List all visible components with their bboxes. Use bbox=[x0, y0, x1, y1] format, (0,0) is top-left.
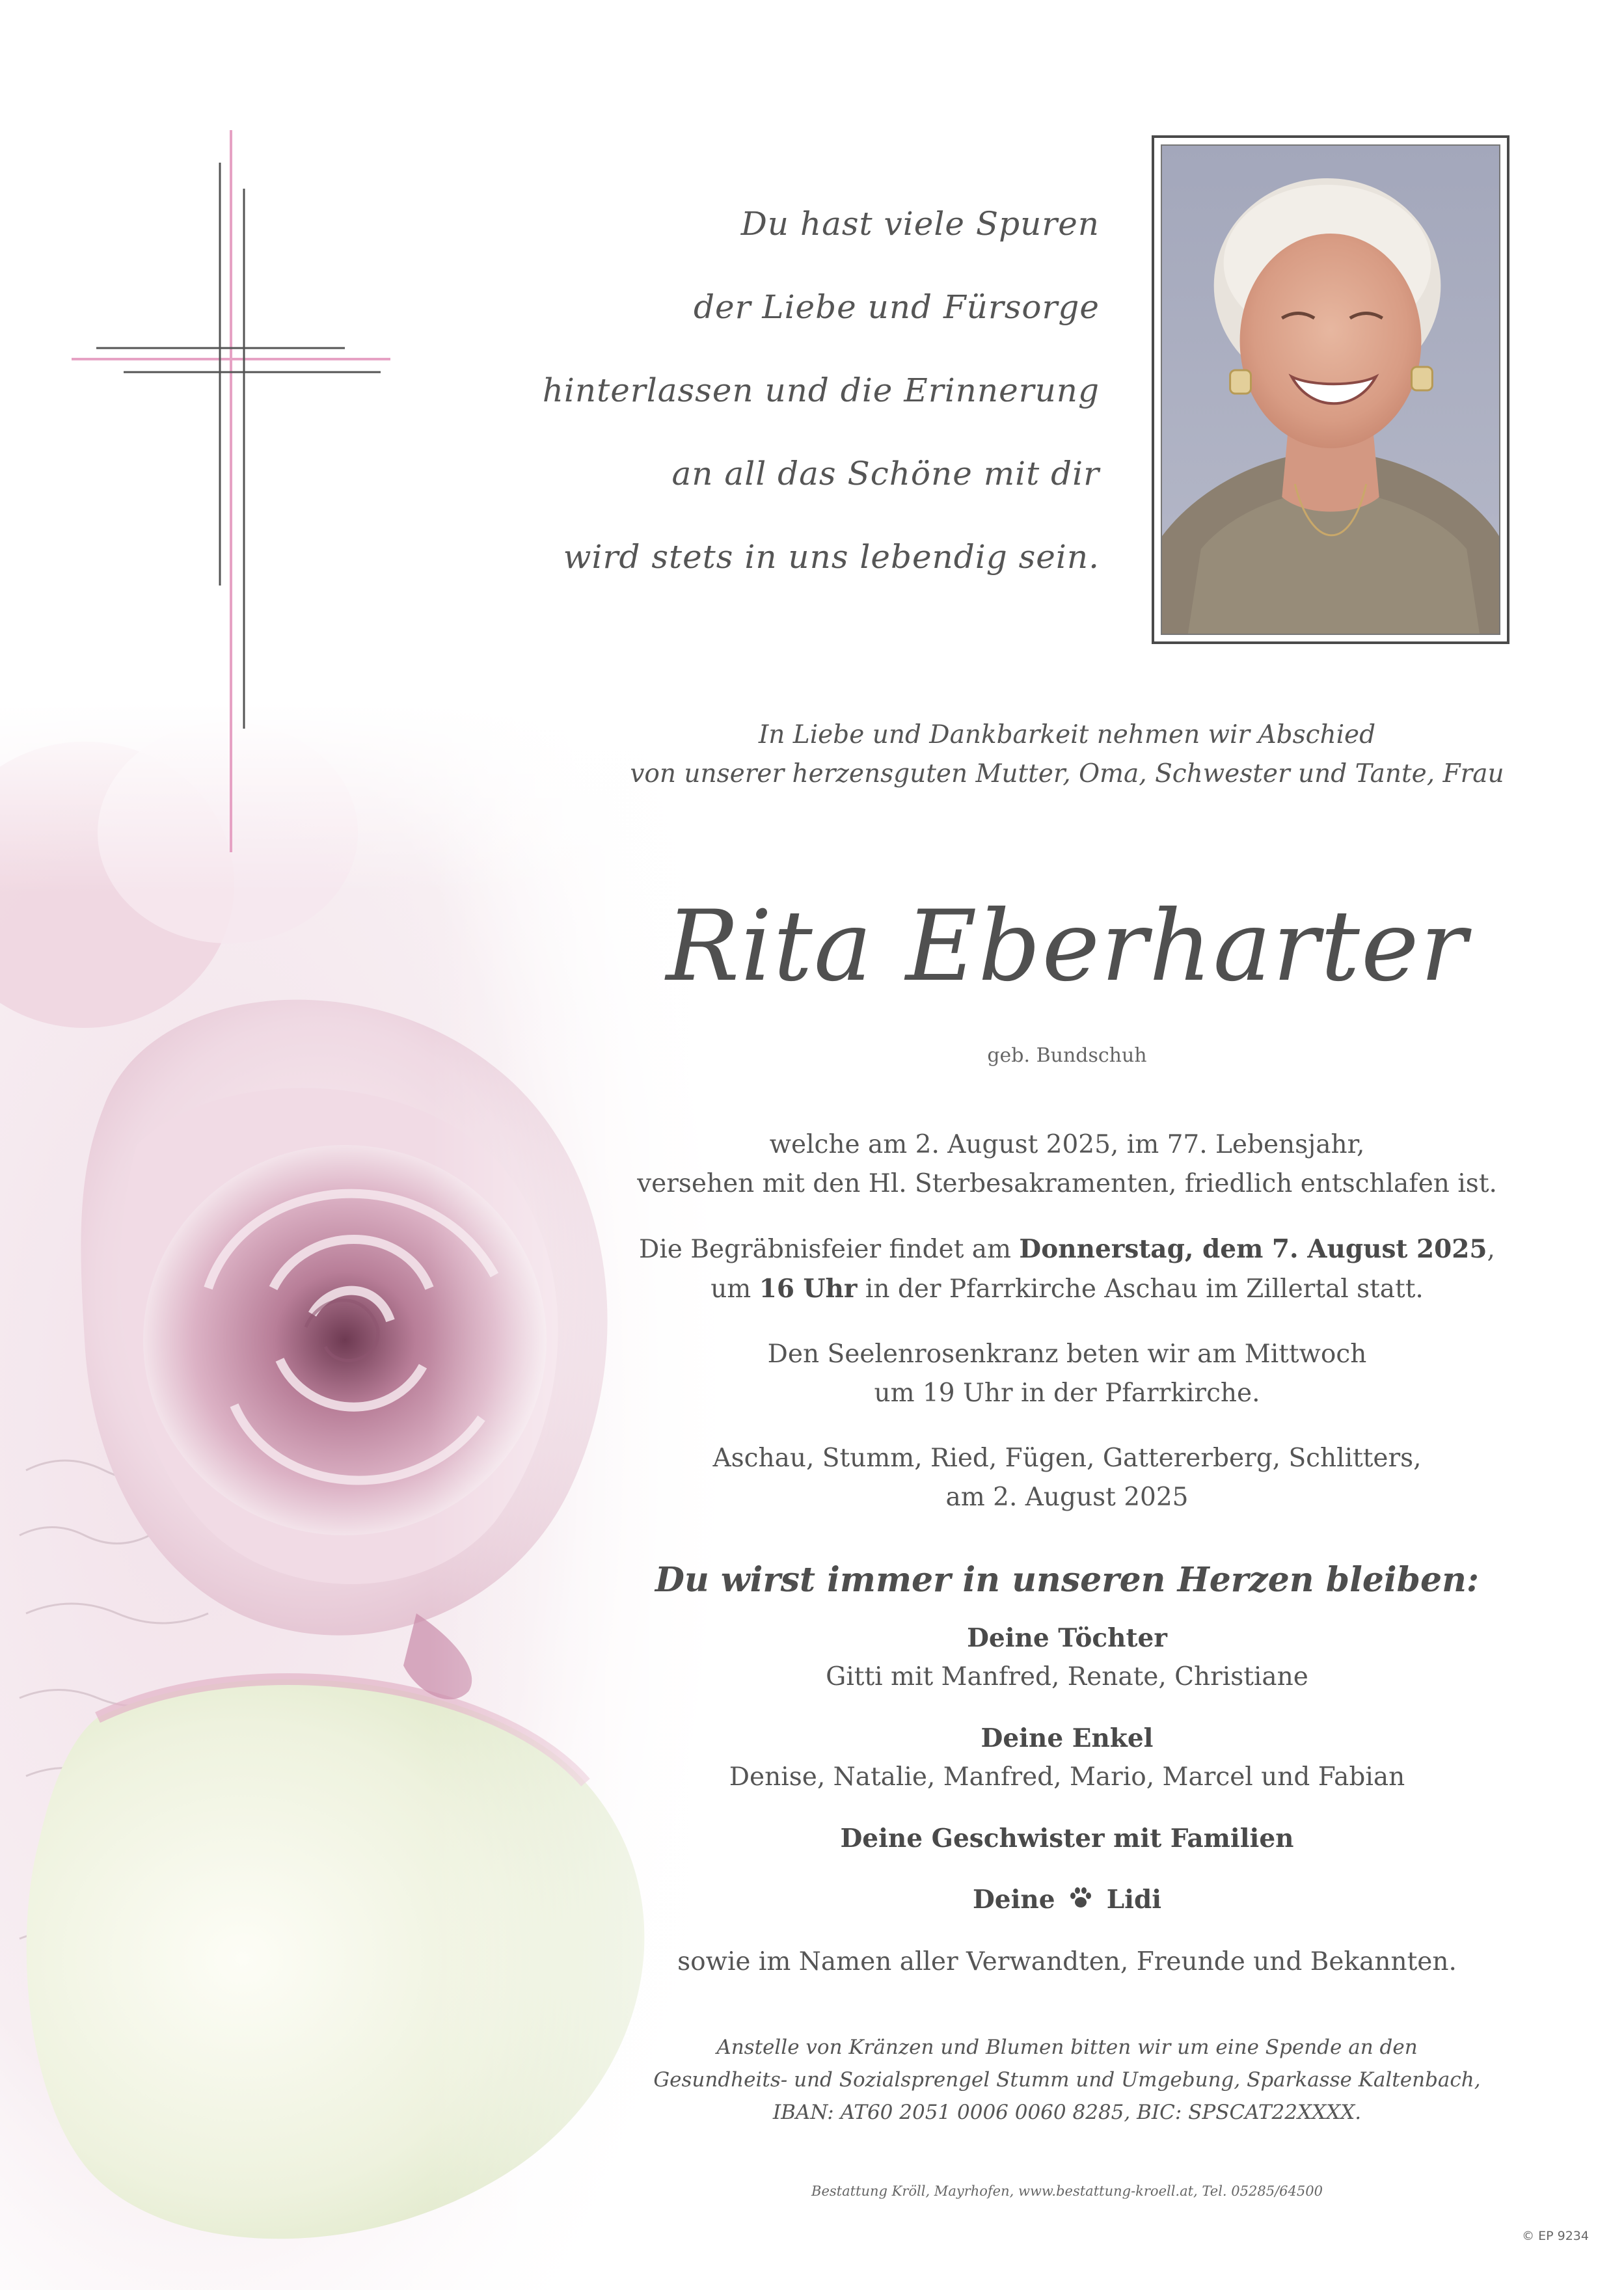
heart-line: Du wirst immer in unseren Herzen bleiben: bbox=[655, 1560, 1480, 1600]
date-line: am 2. August 2025 bbox=[945, 1483, 1189, 1512]
grandchildren-heading: Deine Enkel bbox=[981, 1723, 1154, 1753]
poem-line: wird stets in uns lebendig sein. bbox=[563, 538, 1100, 576]
funeral-prefix: Die Begräbnisfeier findet am bbox=[639, 1235, 1020, 1264]
funeral-comma: , bbox=[1487, 1235, 1495, 1264]
grandchildren-names: Denise, Natalie, Manfred, Mario, Marcel und Fabian bbox=[729, 1762, 1405, 1792]
portrait-photo bbox=[1161, 144, 1500, 635]
funeral-time: 16 Uhr bbox=[759, 1274, 858, 1304]
siblings-heading: Deine Geschwister mit Familien bbox=[840, 1824, 1294, 1853]
places-line: Aschau, Stumm, Ried, Fügen, Gattererberg, Schlitters, bbox=[712, 1444, 1422, 1473]
poem bbox=[534, 182, 1100, 599]
family-daughters bbox=[586, 1619, 1549, 1697]
funeral-place: in der Pfarrkirche Aschau im Zillertal statt. bbox=[857, 1274, 1424, 1304]
donation-line: Anstelle von Kränzen und Blumen bitten wir um eine Spende an den bbox=[716, 2036, 1418, 2059]
portrait-frame bbox=[1152, 135, 1509, 644]
death-line: versehen mit den Hl. Sterbesakramenten, friedlich entschlafen ist. bbox=[637, 1169, 1497, 1198]
pet-name: Lidi bbox=[1106, 1885, 1162, 1915]
poem-line: der Liebe und Fürsorge bbox=[693, 288, 1100, 326]
donation-iban: IBAN: AT60 2051 0006 0060 8285, BIC: SPSCAT22XXXX. bbox=[772, 2101, 1362, 2124]
intro-text bbox=[586, 716, 1549, 794]
maiden-name: geb. Bundschuh bbox=[987, 1044, 1147, 1067]
poem-line: an all das Schöne mit dir bbox=[671, 455, 1100, 492]
family-grandchildren bbox=[586, 1719, 1549, 1797]
daughters-names: Gitti mit Manfred, Renate, Christiane bbox=[826, 1662, 1308, 1691]
funeral-home-footer: Bestattung Kröll, Mayrhofen, www.bestattung-kroell.at, Tel. 05285/64500 bbox=[811, 2183, 1323, 2199]
closing-line: sowie im Namen aller Verwandten, Freunde und Bekannten. bbox=[677, 1947, 1457, 1976]
funeral-date: Donnerstag, dem 7. August 2025 bbox=[1019, 1234, 1487, 1264]
poem-line: hinterlassen und die Erinnerung bbox=[542, 371, 1100, 409]
intro-line: von unserer herzensguten Mutter, Oma, Schwester und Tante, Frau bbox=[630, 759, 1504, 788]
paw-icon bbox=[1068, 1885, 1094, 1911]
donation-info bbox=[586, 2031, 1549, 2129]
rosary-info bbox=[586, 1335, 1549, 1413]
death-line: welche am 2. August 2025, im 77. Lebensjahr, bbox=[769, 1130, 1365, 1159]
funeral-um: um bbox=[710, 1274, 759, 1304]
print-code: © EP 9234 bbox=[1522, 2229, 1589, 2243]
daughters-heading: Deine Töchter bbox=[967, 1623, 1167, 1653]
pet-prefix: Deine bbox=[972, 1885, 1055, 1915]
place-date bbox=[586, 1439, 1549, 1517]
donation-line: Gesundheits- und Sozialsprengel Stumm und Umgebung, Sparkasse Kaltenbach, bbox=[653, 2068, 1481, 2092]
rosary-line: Den Seelenrosenkranz beten wir am Mittwoch bbox=[767, 1340, 1367, 1369]
rosary-line: um 19 Uhr in der Pfarrkirche. bbox=[874, 1379, 1260, 1408]
intro-line: In Liebe und Dankbarkeit nehmen wir Abschied bbox=[758, 720, 1376, 749]
poem-line: Du hast viele Spuren bbox=[740, 205, 1100, 243]
funeral-info bbox=[586, 1230, 1549, 1309]
family-siblings bbox=[586, 1819, 1549, 1858]
death-notice bbox=[586, 1125, 1549, 1204]
deceased-name: Rita Eberharter bbox=[666, 890, 1468, 1003]
family-pet bbox=[586, 1880, 1549, 1919]
cross-icon bbox=[65, 130, 403, 859]
